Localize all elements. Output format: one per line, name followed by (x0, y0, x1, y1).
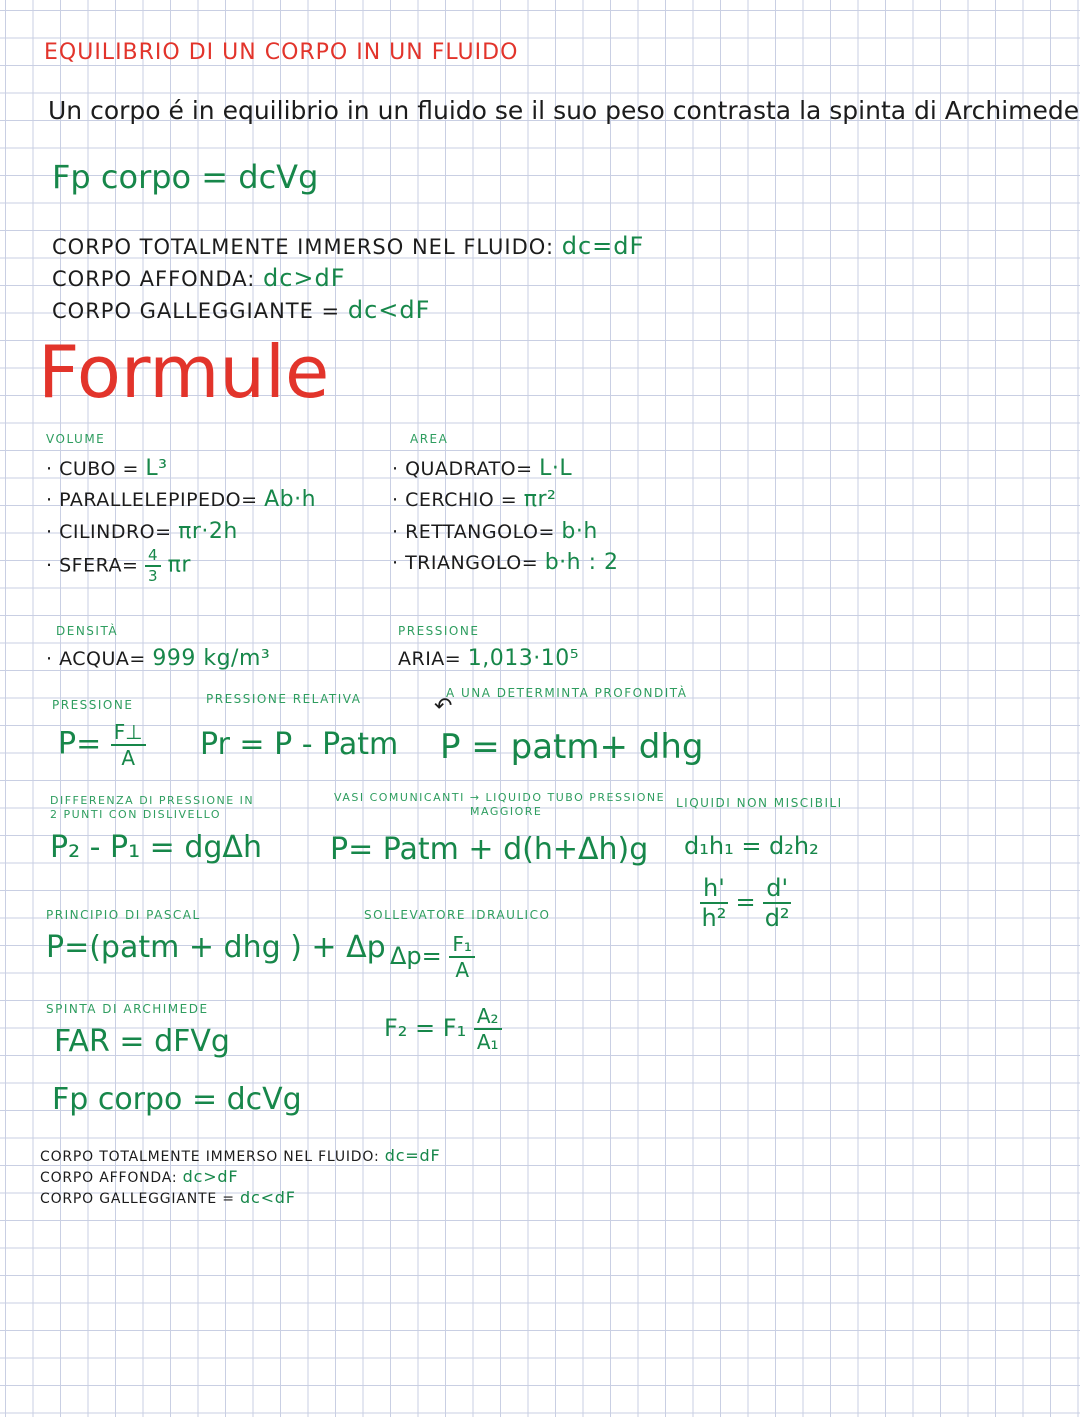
item-formula: πr (167, 552, 191, 578)
fraction-numerator: F⊥ (111, 722, 146, 746)
sollevatore-lhs-2: F₂ = F₁ (384, 1014, 467, 1042)
liquidi-label: LIQUIDI NON MISCIBILI (676, 796, 843, 810)
vasi-formula: P= Patm + d(h+Δh)g (330, 832, 649, 867)
item-name: · PARALLELEPIPEDO= (46, 489, 258, 511)
pressione-aria (398, 646, 579, 671)
fraction-numerator: 4 (145, 548, 161, 567)
profondita-label: A UNA DETERMINTA PROFONDITÀ (446, 686, 688, 700)
vasi-label-2: MAGGIORE (470, 805, 543, 818)
differenza-label-2: 2 PUNTI CON DISLIVELLO (50, 808, 221, 821)
pressione-lhs: P= (58, 726, 102, 762)
condition-formula: dc<dF (240, 1188, 296, 1207)
condition-bottom-immerso (40, 1146, 440, 1165)
pressione-formula (58, 722, 146, 768)
condition-label: CORPO AFFONDA: (52, 267, 256, 291)
fraction-denominator: h² (701, 904, 727, 932)
item-name: · CUBO = (46, 458, 139, 480)
item-formula: L³ (145, 456, 168, 481)
area-rettangolo (392, 519, 598, 544)
pressione-aria-label: PRESSIONE (398, 624, 480, 638)
fp-formula-top: Fp corpo = dcVg (52, 158, 319, 196)
fraction-numerator: h' (700, 876, 728, 904)
item-formula: πr·2h (178, 519, 238, 544)
pascal-formula: P=(patm + dhg ) + Δp (46, 930, 386, 965)
condition-label: CORPO GALLEGGIANTE = (40, 1191, 235, 1207)
fraction-denominator: A (455, 958, 470, 982)
fraction-denominator: A (121, 746, 136, 770)
pressione-label: PRESSIONE (52, 698, 134, 712)
condition-affonda (52, 264, 346, 292)
item-name: · CILINDRO= (46, 521, 172, 543)
volume-parallelepipedo (46, 487, 316, 512)
fraction-numerator: F₁ (449, 934, 475, 958)
liquidi-formula: d₁h₁ = d₂h₂ (684, 832, 819, 860)
archimede-label: SPINTA DI ARCHIMEDE (46, 1002, 209, 1016)
fraction-numerator: A₂ (474, 1006, 502, 1030)
item-formula: L·L (539, 456, 573, 481)
item-formula: 999 kg/m³ (152, 646, 271, 671)
pressione-relativa-formula: Pr = P - Patm (200, 727, 399, 762)
fraction-denominator: A₁ (476, 1030, 499, 1054)
fraction-numerator: d' (763, 876, 791, 904)
item-formula: b·h (561, 519, 598, 544)
volume-cilindro (46, 519, 238, 544)
archimede-far-formula: FAR = dFVg (54, 1024, 230, 1059)
densita-acqua (46, 646, 270, 671)
item-formula: b·h : 2 (544, 550, 619, 575)
sollevatore-label: SOLLEVATORE IDRAULICO (364, 908, 551, 922)
equals-sign: = (735, 888, 756, 916)
area-quadrato (392, 456, 572, 481)
sollevatore-fraction-2 (474, 1006, 502, 1052)
condition-galleggiante (52, 296, 430, 324)
condition-formula: dc=dF (561, 232, 645, 260)
condition-formula: dc>dF (182, 1167, 239, 1186)
differenza-label-1: DIFFERENZA DI PRESSIONE IN (50, 794, 255, 807)
intro-text: Un corpo é in equilibrio in un fluido se il suo peso contrasta la spinta di Archimede (48, 96, 1080, 125)
liquidi-fraction-d (763, 876, 791, 930)
fraction-denominator: 3 (147, 567, 159, 585)
condition-immerso (52, 232, 644, 260)
page-title: EQUILIBRIO DI UN CORPO IN UN FLUIDO (44, 40, 519, 65)
item-formula: 1,013·10⁵ (467, 646, 580, 671)
liquidi-fraction-h (700, 876, 728, 930)
sollevatore-lhs-1: Δp= (390, 942, 442, 970)
pressione-relativa-label: PRESSIONE RELATIVA (206, 692, 362, 706)
condition-formula: dc>dF (262, 264, 346, 292)
condition-label: CORPO GALLEGGIANTE = (52, 299, 341, 323)
area-label: AREA (410, 432, 449, 446)
liquidi-ratio (700, 876, 791, 930)
condition-formula: dc=dF (384, 1146, 441, 1165)
item-formula: πr² (523, 487, 557, 512)
sollevatore-fraction-1 (449, 934, 475, 980)
volume-label: VOLUME (46, 432, 106, 446)
condition-formula: dc<dF (347, 296, 431, 324)
fraction-denominator: d² (764, 904, 790, 932)
item-name: · SFERA= (46, 554, 139, 577)
densita-label: DENSITÀ (56, 624, 119, 638)
item-name: ARIA= (398, 648, 462, 670)
profondita-formula: P = patm+ dhg (440, 727, 704, 767)
item-name: · RETTANGOLO= (392, 521, 555, 543)
item-name: · TRIANGOLO= (392, 552, 539, 574)
item-name: · CERCHIO = (392, 489, 518, 511)
item-name: · QUADRATO= (392, 458, 533, 480)
area-triangolo (392, 550, 619, 575)
condition-bottom-affonda (40, 1167, 238, 1186)
item-name: · ACQUA= (46, 648, 146, 670)
curved-arrow-icon: ↶ (434, 694, 453, 719)
area-cerchio (392, 487, 556, 512)
sfera-fraction (145, 548, 161, 584)
item-formula: Ab·h (264, 487, 317, 512)
differenza-formula: P₂ - P₁ = dgΔh (50, 830, 262, 865)
archimede-fp-formula: Fp corpo = dcVg (52, 1082, 302, 1117)
condition-label: CORPO TOTALMENTE IMMERSO NEL FLUIDO: (52, 235, 555, 259)
vasi-label-1: VASI COMUNICANTI → LIQUIDO TUBO PRESSIONE (334, 791, 666, 804)
pressione-fraction (111, 722, 146, 768)
formule-heading: Formule (38, 330, 330, 414)
pascal-label: PRINCIPIO DI PASCAL (46, 908, 201, 922)
volume-cubo (46, 456, 168, 481)
sollevatore-formula-1 (390, 934, 475, 980)
condition-bottom-galleggiante (40, 1188, 296, 1207)
sollevatore-formula-2 (384, 1006, 502, 1052)
condition-label: CORPO TOTALMENTE IMMERSO NEL FLUIDO: (40, 1149, 380, 1165)
condition-label: CORPO AFFONDA: (40, 1170, 178, 1186)
volume-sfera (46, 548, 191, 584)
